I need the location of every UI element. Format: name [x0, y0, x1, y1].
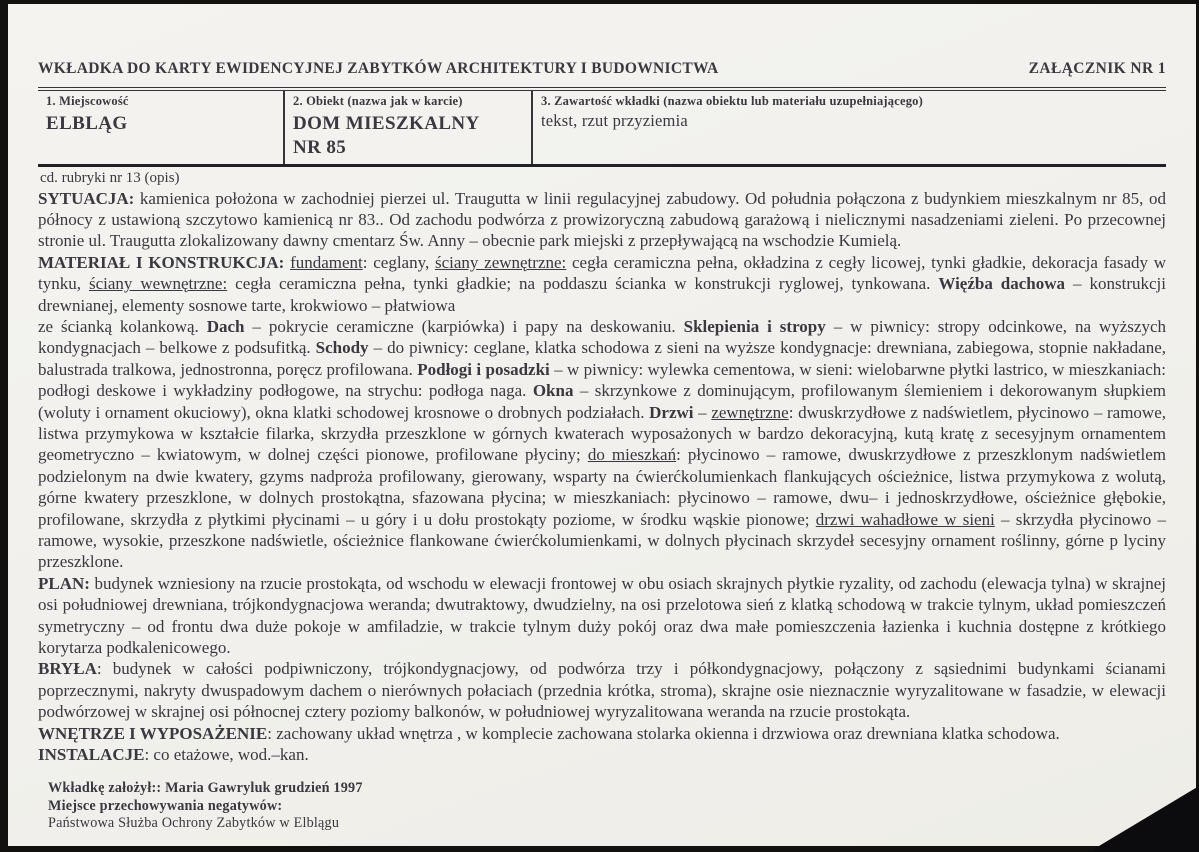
underlined-term: drzwi wahadłowe w sieni	[815, 509, 995, 529]
section-label: Dach	[206, 316, 245, 336]
text-segment: kamienica położona w zachodniej pierzei ul. Traugutta w linii regulacyjnej zabudowy. Od południa połączona z budynkiem mieszkalnym nr 85, od północy z ustawioną szczytowo kamienicą nr 83.. Od zachodu podwórza z prowizoryczną zabudową garażową i nielicznymi nasadzeniami zieleni. Po przecownej stronie ul. Traugutta zlokalizowany dawny cmentarz Św. Anny – obecnie park miejski z przepływającą na wschodzie Kumielą.	[38, 188, 1166, 251]
section-label: Drzwi	[649, 402, 694, 422]
section-label: BRYŁA	[38, 659, 97, 679]
document-footer	[48, 780, 1166, 833]
continuation-note: cd. rubryki nr 13 (opis)	[40, 169, 180, 186]
section-label: PLAN:	[38, 573, 90, 593]
body-text	[38, 188, 1166, 766]
text-segment: : ceglany,	[362, 252, 435, 272]
section-label: INSTALACJE	[38, 745, 145, 765]
section-label: Sklepienia i stropy	[683, 316, 826, 336]
document-header	[38, 60, 1166, 78]
record-table	[38, 87, 1166, 167]
text-segment: – skrzynkowe z dominującym, profilowanym ślemieniem i dekorowanym słupkiem (woluty i ornament okuciowy), okna klatki schodowej krosnowe o drobnych podziałach.	[38, 381, 1166, 422]
section-label: MATERIAŁ I KONSTRUKCJA:	[38, 252, 285, 272]
cell-miejscowosc	[38, 91, 283, 164]
underlined-term: ściany wewnętrzne:	[88, 274, 228, 294]
text-segment: : płycinowo – ramowe, dwuskrzydłowe z przeszklonym nadświetlem podzielonym na dwie kwatery, gzyms nadproża profilowany, gierowany, wsparty na ćwierćkolumienkach flankujących ościeżnice, listwa przymykowa z wolutą, górne kwatery przeszklone, w dolnych prostokątna, sfazowana płycina; w mieszkaniach: płycinowo – ramowe, dwu– i jednoskrzydłowe, ościeżnice głębokie, profilowane, skrzydła z płytkimi płycinami – u góry i u dołu prostokąty poziome, w środku wąskie pionowe;	[38, 445, 1167, 529]
body-paragraph	[38, 573, 1166, 659]
cell-value-zawartosc: tekst, rzut przyziemia	[541, 111, 688, 130]
text-segment: ze ścianką kolankową.	[38, 316, 207, 336]
text-segment: – do piwnicy: ceglane, klatka schodowa z sieni na wyższe kondygnacje: drewniana, zabiegowa, stopnie nakładane, balustrada tralkowa, jednostronna, poręcz profilowana.	[38, 338, 1167, 379]
text-segment: –	[693, 402, 712, 422]
text-segment: budynek wzniesiony na rzucie prostokąta, od wschodu w elewacji frontowej w obu osiach skrajnych płytkie ryzality, od zachodu (elewacja tylna) w skrajnej osi południowej drewniana, trójkondygnacjowa weranda; dwutraktowy, dwudzielny, na osi przelotowa sień z klatką schodową w trakcie tylnym, układ pomieszczeń symetryczny – od frontu dwa duże pokoje w amfiladzie, w trakcie tylnym duży pokój oraz dwa małe pomieszczenia łazienka i kuchnia dostępne z krótkiego korytarza podkalenicowego.	[38, 573, 1166, 658]
section-label: Schody	[315, 338, 369, 358]
document-content	[8, 4, 1196, 833]
page-title: WKŁADKA DO KARTY EWIDENCYJNEJ ZABYTKÓW ARCHITEKTURY I BUDOWNICTWA	[38, 60, 719, 77]
underlined-term: fundament	[290, 252, 363, 272]
cell-value-obiekt-line2: NR 85	[293, 136, 347, 158]
text-segment: cegła ceramiczna pełna, okładzina z cegły licowej, tynki gładkie, dekoracja fasady w tynku,	[38, 252, 1167, 294]
body-paragraph	[38, 188, 1166, 252]
cell-label-miejscowosc: 1. Miejscowość	[46, 94, 129, 108]
cell-label-zawartosc: 3. Zawartość wkładki (nazwa obiektu lub materiału uzupełniającego)	[541, 94, 923, 108]
text-segment: : zachowany układ wnętrza , w komplecie zachowana stolarka okienna i drzwiowa oraz drewniana klatka schodowa.	[267, 723, 1060, 743]
footer-negatives-place: Państwowa Służba Ochrony Zabytków w Elblągu	[48, 815, 340, 832]
body-paragraph	[38, 723, 1166, 744]
underlined-term: ściany zewnętrzne:	[434, 252, 567, 272]
text-segment: – w piwnicy: stropy odcinkowe, na wyższych kondygnacjach – belkowe z podsufitką.	[38, 316, 1166, 358]
body-paragraph	[38, 744, 1166, 765]
text-segment: – konstrukcji drewnianej, elementy sosnowe tarte, krokwiowo – płatwiowa	[38, 274, 1166, 315]
text-segment: – w piwnicy: wylewka cementowa, w sieni: wielobarwne płytki lastrico, w mieszkaniach: podłogi deskowe i wykładziny podłogowe, na strychu: podłoga naga.	[38, 359, 1166, 401]
section-label: Okna	[532, 381, 574, 401]
cell-value-obiekt-line1: DOM MIESZKALNY	[293, 113, 480, 134]
section-label: Więźba dachowa	[938, 274, 1066, 294]
text-segment: – pokrycie ceramiczne (karpiówka) i papy na deskowaniu.	[244, 316, 684, 336]
text-segment: – skrzydła płycinowo – ramowe, wysokie, przeszkone nadświetle, ościeżnice flankowane ćwierćkolumienkami, w dolnych płycinach skrzydeł secesyjny ornament roślinny, górne p lyciny przeszklone.	[38, 509, 1166, 572]
underlined-term: zewnętrzne	[711, 402, 789, 422]
footer-negatives-label: Miejsce przechowywania negatywów:	[48, 797, 283, 814]
text-segment: cegła ceramiczna pełna, tynki gładkie; na poddaszu ścianka w konstrukcji ryglowej, tynkowana.	[227, 274, 939, 294]
text-segment: : dwuskrzydłowe z nadświetlem, płycinowo – ramowe, listwa przymykowa w kształcie filarka, skrzydła przeszklone w górnych kwaterach wyposażonych w bardzo dekoracyjną, kutą kratę z secesyjnym ornamentem geometryczno – kwiatowym, w dolnej części pionowe, profilowane płyciny;	[38, 402, 1166, 465]
section-label: Podłogi i posadzki	[417, 359, 550, 379]
footer-author: Wkładkę założył:: Maria Gawryluk grudzień 1997	[48, 780, 363, 797]
text-segment: : budynek w całości podpiwniczony, trójkondygnacjowy, od podwórza trzy i półkondygnacjowy, połączony z sąsiednimi budynkami ścianami poprzecznymi, nakryty dwuspadowym dachem o nierównych połaciach (przednia krótka, stroma), skrajne osie nieznacznie wyryzalitowane w fasadzie, w elewacji podwórzowej w skrajnej osi północnej cztery poziomy balkonów, w południowej wyryzalitowana weranda na rzucie prostokąta.	[38, 659, 1166, 722]
cell-value-obiekt	[293, 112, 521, 160]
cell-zawartosc	[533, 91, 1166, 164]
cell-value-miejscowosc: ELBLĄG	[46, 113, 128, 134]
cell-obiekt	[283, 91, 533, 164]
section-label: SYTUACJA:	[38, 188, 135, 208]
body-paragraph	[38, 658, 1166, 722]
body-paragraph	[38, 252, 1166, 573]
text-segment: : co etażowe, wod.–kan.	[144, 745, 309, 765]
attachment-label: ZAŁĄCZNIK NR 1	[1028, 60, 1166, 77]
section-label: WNĘTRZE I WYPOSAŻENIE	[38, 723, 268, 743]
underlined-term: do mieszkań	[587, 445, 677, 465]
cell-label-obiekt: 2. Obiekt (nazwa jak w karcie)	[293, 94, 463, 108]
document-paper	[8, 4, 1196, 846]
